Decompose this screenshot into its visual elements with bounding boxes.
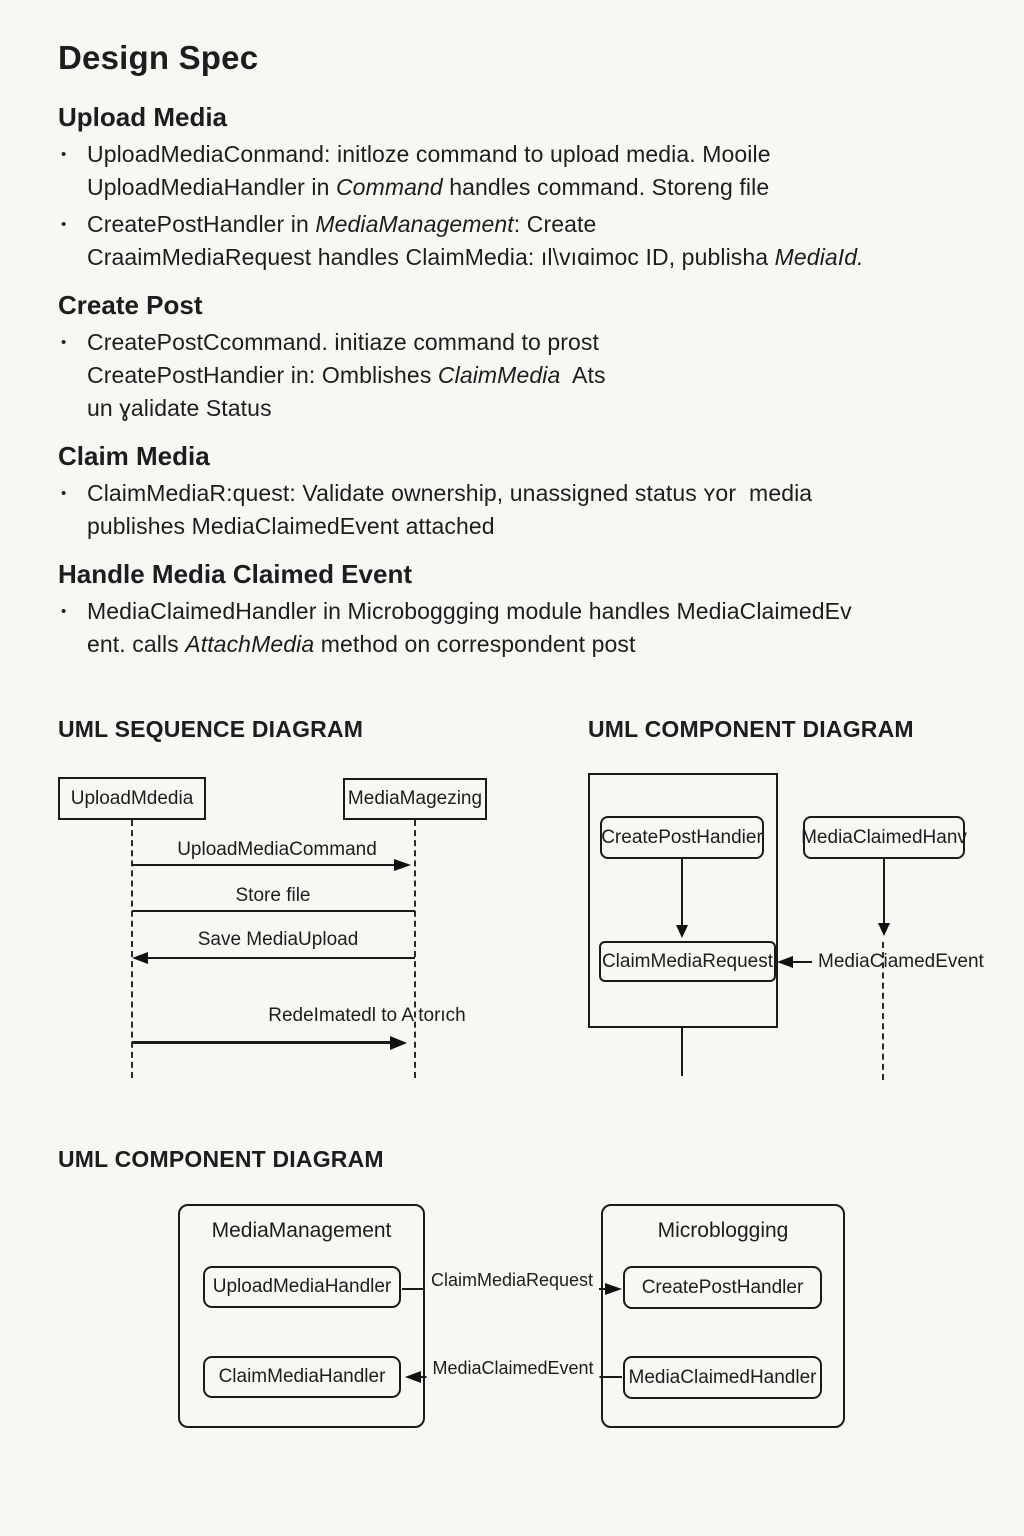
bullet-marker: • — [61, 215, 67, 233]
body-line: publishes MediaClaimedEvent attached — [87, 513, 495, 540]
component-box-media-claimed-handler — [803, 816, 965, 859]
message-label-upload-media-command: UploadMediaCommand — [177, 839, 377, 860]
bullet-item — [58, 595, 1000, 661]
body-line-italic: MediaManagement — [315, 210, 514, 237]
bullet-marker: • — [61, 603, 67, 621]
component-label: MediaClaimedHanv — [801, 826, 967, 848]
bullet-text — [87, 595, 852, 661]
arrowhead-left-icon — [405, 1371, 421, 1383]
component-diagram-1-heading: UML COMPONENT DIAGRAM — [588, 716, 914, 742]
bullet-text — [87, 326, 606, 425]
body-line: UploadMediaConmand: initloze command to upload media. Mooile — [87, 140, 771, 167]
bullet-marker: • — [61, 333, 67, 351]
arrowhead-left-icon — [777, 956, 793, 968]
actor-box-upload-media — [58, 777, 206, 820]
body-line-italic: ClaimMedia — [437, 361, 561, 388]
bullet-item — [58, 477, 1000, 543]
arrowhead-down-icon — [878, 923, 890, 936]
bullet-marker: • — [61, 485, 67, 503]
message-line — [146, 957, 415, 959]
body-line-italic: MediaId. — [774, 243, 864, 270]
connection-label-media-claimed-event: MediaClaimedEvent — [426, 1358, 599, 1379]
bullet-item — [58, 208, 1000, 274]
body-line: ent. calls — [87, 631, 186, 658]
actor-label: UploadMdedia — [70, 787, 194, 809]
arrowhead-right-icon — [390, 1036, 407, 1050]
component-label: CreatePostHandler — [641, 1276, 804, 1298]
body-line: handles command. Storeng file — [442, 173, 770, 200]
body-line: MediaClaimedHandler in Microboggging module handles MediaClaimedEv — [87, 598, 852, 625]
actor-label: MediaMagezing — [347, 788, 483, 809]
body-line: CreatePostHandier in: Omblishes — [87, 361, 438, 388]
message-line — [132, 1041, 392, 1044]
body-line-italic: Command — [335, 173, 443, 200]
body-line: CreatePostCcommand. initiaze command to prost — [87, 328, 599, 355]
component-box-claim-media-request — [599, 941, 776, 982]
body-line-italic: AttachMedia — [185, 631, 315, 658]
module-outline — [588, 773, 778, 1028]
component-label: ClaimMediaHandler — [218, 1366, 386, 1387]
body-line: ClaimMediaR:quest: Validate ownership, unassigned status ʏor media — [87, 480, 813, 507]
component-label: MediaClaimedHandler — [628, 1366, 817, 1388]
component-box-create-post-handler — [600, 816, 764, 859]
bullet-text — [87, 208, 864, 274]
actor-box-media-managing — [343, 778, 487, 820]
component-box-create-post-handler-2 — [623, 1266, 822, 1309]
connection-label-claim-media-request: ClaimMediaRequest — [425, 1270, 599, 1291]
message-label-store-file: Store file — [235, 885, 311, 906]
message-line — [132, 910, 415, 912]
bullet-item — [58, 326, 1000, 425]
component-box-media-claimed-handler-2 — [623, 1356, 822, 1399]
lifeline-left — [131, 820, 133, 1078]
arrowhead-right-icon — [394, 859, 411, 871]
section-heading-handle-media-claimed: Handle Media Claimed Event — [58, 559, 412, 590]
module-title: MediaManagement — [211, 1219, 392, 1242]
message-line — [132, 864, 398, 866]
body-line: CreatePostHandler in — [87, 210, 316, 237]
bullet-marker: • — [61, 145, 67, 163]
body-line: un ɣalidate Status — [87, 394, 272, 421]
component-label: ClaimMediaRequest — [601, 950, 774, 972]
connector-line — [681, 1028, 683, 1076]
section-heading-upload-media: Upload Media — [58, 101, 228, 132]
event-arrow-label: MediaCiamedEvent — [818, 951, 984, 972]
component-label: UploadMediaHandler — [212, 1276, 392, 1297]
message-label-redelegated: RedeImatedl to A torıch — [268, 1005, 466, 1026]
message-label-save-media-upload: Save MediaUpload — [197, 929, 359, 950]
bullet-item — [58, 138, 1000, 204]
document-body — [58, 38, 1000, 661]
section-heading-create-post: Create Post — [58, 289, 203, 320]
component-box-claim-media-handler — [203, 1356, 401, 1398]
body-line: : Create — [513, 210, 597, 237]
component-box-upload-media-handler — [203, 1266, 401, 1308]
module-title: Microblogging — [657, 1219, 789, 1242]
component-diagram-2-heading: UML COMPONENT DIAGRAM — [58, 1146, 384, 1172]
lifeline-right — [414, 820, 416, 1078]
arrowhead-left-icon — [132, 952, 148, 964]
body-line: Ats — [560, 361, 606, 388]
connector-line — [681, 859, 683, 925]
connector-line — [883, 859, 885, 923]
page-title: Design Spec — [58, 39, 259, 76]
body-line: method on correspondent post — [314, 631, 636, 658]
body-line: UploadMediaHandler in — [87, 173, 336, 200]
arrowhead-right-icon — [605, 1283, 622, 1295]
body-line: CraaimMediaRequest handles ClaimMedia: ıl\vıɑimoc ID, publisha — [87, 243, 775, 270]
sequence-diagram-heading: UML SEQUENCE DIAGRAM — [58, 716, 364, 742]
bullet-text — [87, 477, 812, 543]
section-heading-claim-media: Claim Media — [58, 440, 210, 471]
arrowhead-down-icon — [676, 925, 688, 938]
component-label: CreatePostHandier — [601, 826, 763, 848]
bullet-text — [87, 138, 771, 204]
